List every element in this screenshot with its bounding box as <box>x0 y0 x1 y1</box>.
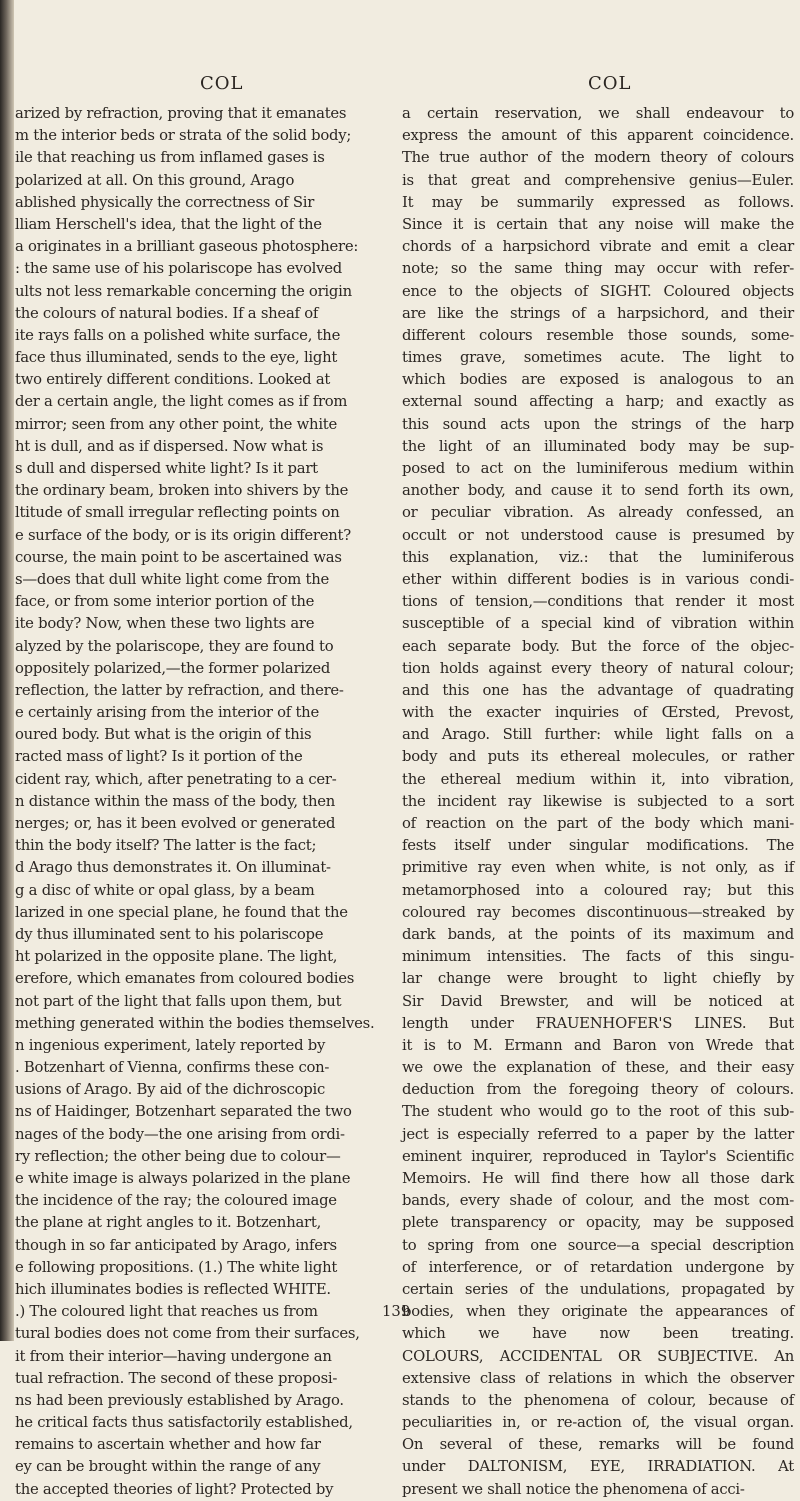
text-line: of interference, or of retardation undergone by <box>402 1258 794 1276</box>
text-line: arized by refraction, proving that it emanates <box>15 105 347 122</box>
text-line: d Arago thus demonstrates it. On illuminat- <box>15 859 331 877</box>
text-line: nages of the body—the one arising from ordi- <box>15 1125 345 1143</box>
text-line: stands to the phenomena of colour, because of <box>402 1391 794 1409</box>
text-line: s dull and dispersed white light? Is it part <box>15 460 318 477</box>
book-spine-shadow <box>0 0 14 1341</box>
text-line: we owe the explanation of these, and their easy <box>402 1059 794 1077</box>
text-line: g a disc of white or opal glass, by a beam <box>15 881 315 899</box>
text-line: bands, every shade of colour, and the most com- <box>402 1192 794 1210</box>
text-line: the ethereal medium within it, into vibration, <box>402 770 794 788</box>
text-line: and Arago. Still further: while light falls on a <box>402 726 794 744</box>
text-line: it is to M. Ermann and Baron von Wrede that <box>402 1036 794 1054</box>
text-line: he critical facts thus satisfactorily established, <box>15 1414 353 1432</box>
text-line: Since it is certain that any noise will make the <box>402 215 794 233</box>
text-line: face, or from some interior portion of the <box>15 593 315 611</box>
text-line: Memoirs. He will find there how all those dark <box>402 1170 794 1187</box>
text-line: susceptible of a special kind of vibration within <box>402 615 794 633</box>
text-line: ey can be brought within the range of any <box>15 1458 321 1476</box>
text-line: the plane at right angles to it. Botzenhart, <box>15 1214 322 1232</box>
text-line: tion holds against every theory of natural colour; <box>402 659 794 677</box>
text-line: thin the body itself? The latter is the fact; <box>15 837 317 855</box>
text-line: and this one has the advantage of quadrating <box>402 681 794 699</box>
text-line: e white image is always polarized in the plane <box>15 1170 351 1187</box>
text-line: body and puts its ethereal molecules, or rather <box>402 748 794 766</box>
text-line: which bodies are exposed is analogous to an <box>402 371 794 389</box>
text-line: note; so the same thing may occur with refer- <box>402 260 794 278</box>
text-line: nerges; or, has it been evolved or generated <box>15 815 336 832</box>
text-line: eminent inquirer, reproduced in Taylor's Scientific <box>402 1147 794 1165</box>
text-line: length under FRAUENHOFER'S LINES. But <box>402 1014 794 1032</box>
text-line: lliam Herschell's idea, that the light of the <box>15 215 322 233</box>
text-line: reflection, the latter by refraction, and there- <box>15 681 344 699</box>
text-line: another body, and cause it to send forth its own, <box>402 482 794 500</box>
text-line: certain series of the undulations, propagated by <box>402 1280 794 1298</box>
text-line: e surface of the body, or is its origin different? <box>15 526 351 544</box>
text-line: mething generated within the bodies themselves. <box>15 1014 375 1032</box>
text-line: course, the main point to be ascertained was <box>15 548 342 566</box>
right-column-text <box>402 103 794 1498</box>
text-line: tions of tension,—conditions that render it most <box>402 593 794 611</box>
text-line: hich illuminates bodies is reflected WHITE. <box>15 1280 331 1298</box>
text-line: the ordinary beam, broken into shivers by the <box>15 482 349 500</box>
text-line: the light of an illuminated body may be sup- <box>402 437 794 455</box>
text-line: On several of these, remarks will be found <box>402 1436 794 1454</box>
text-line: : the same use of his polariscope has evolved <box>15 260 342 278</box>
text-line: cident ray, which, after penetrating to a cer- <box>15 770 337 788</box>
text-line: remains to ascertain whether and how far <box>15 1436 321 1454</box>
text-line: the incident ray likewise is subjected to a sort <box>402 792 794 810</box>
text-line: under DALTONISM, EYE, IRRADIATION. At <box>402 1458 794 1476</box>
text-line: minimum intensities. The facts of this singu- <box>402 948 794 966</box>
text-line: ence to the objects of SIGHT. Coloured objects <box>402 282 794 300</box>
text-line: face thus illuminated, sends to the eye, light <box>15 349 338 367</box>
text-line: each separate body. But the force of the objec- <box>402 637 794 655</box>
text-line: posed to act on the luminiferous medium within <box>402 460 794 477</box>
text-line: the accepted theories of light? Protected by <box>15 1480 334 1498</box>
text-line: The true author of the modern theory of colours <box>402 149 794 167</box>
text-line: extensive class of relations in which the observer <box>402 1369 794 1387</box>
text-line: ite rays falls on a polished white surface, the <box>15 326 341 344</box>
text-line: racted mass of light? Is it portion of the <box>15 748 303 766</box>
left-column-text <box>15 103 415 1498</box>
text-line: express the amount of this apparent coincidence. <box>402 127 794 145</box>
page-number: 139 <box>382 1303 411 1320</box>
text-line: though in so far anticipated by Arago, infers <box>15 1236 337 1254</box>
text-line: of reaction on the part of the body which mani- <box>402 815 794 832</box>
text-line: n distance within the mass of the body, then <box>15 792 336 810</box>
text-line: ht polarized in the opposite plane. The light, <box>15 948 338 966</box>
text-line: ether within different bodies is in various condi- <box>402 570 794 588</box>
running-header-right: COL <box>588 73 632 94</box>
text-line: larized in one special plane, he found that the <box>15 903 348 921</box>
text-line: a certain reservation, we shall endeavour to <box>402 105 794 122</box>
text-line: tual refraction. The second of these proposi- <box>15 1369 338 1387</box>
text-line: this explanation, viz.: that the luminiferous <box>402 548 794 566</box>
text-line: m the interior beds or strata of the solid body; <box>15 127 352 145</box>
text-line: .) The coloured light that reaches us from <box>15 1303 318 1321</box>
text-line: ject is especially referred to a paper by the latter <box>402 1125 794 1143</box>
text-line: a originates in a brilliant gaseous photosphere: <box>15 238 359 256</box>
text-line: metamorphosed into a coloured ray; but this <box>402 881 794 899</box>
text-line: ile that reaching us from inflamed gases is <box>15 149 325 167</box>
text-line: ry reflection; the other being due to colour— <box>15 1147 341 1165</box>
text-line: to spring from one source—a special description <box>402 1236 794 1254</box>
text-line: der a certain angle, the light comes as if from <box>15 393 348 411</box>
text-line: The student who would go to the root of this sub- <box>402 1103 794 1121</box>
text-line: oppositely polarized,—the former polarized <box>15 659 331 677</box>
text-line: present we shall notice the phenomena of acci- <box>402 1480 745 1498</box>
text-line: usions of Arago. By aid of the dichroscopic <box>15 1081 326 1099</box>
text-line: coloured ray becomes discontinuous—streaked by <box>402 903 794 921</box>
running-header-left: COL <box>200 73 244 94</box>
text-line: dark bands, at the points of its maximum and <box>402 925 794 943</box>
text-line: ns of Haidinger, Botzenhart separated the two <box>15 1103 352 1121</box>
text-line: are like the strings of a harpsichord, and their <box>402 304 794 322</box>
text-line: oured body. But what is the origin of this <box>15 726 312 744</box>
text-line: alyzed by the polariscope, they are found to <box>15 637 334 655</box>
text-line: different colours resemble those sounds, some- <box>402 326 794 344</box>
text-line: or peculiar vibration. As already confessed, an <box>402 504 794 522</box>
text-line: mirror; seen from any other point, the white <box>15 415 338 433</box>
text-line: tural bodies does not come from their surfaces, <box>15 1325 360 1343</box>
text-line: lar change were brought to light chiefly by <box>402 970 794 988</box>
text-line: polarized at all. On this ground, Arago <box>15 171 295 189</box>
text-line: the incidence of the ray; the coloured image <box>15 1192 337 1210</box>
text-line: is that great and comprehensive genius—Euler. <box>402 171 794 189</box>
text-line: primitive ray even when white, is not only, as if <box>402 859 794 877</box>
text-line: not part of the light that falls upon them, but <box>15 992 342 1010</box>
text-line: e certainly arising from the interior of the <box>15 704 319 722</box>
text-line: ablished physically the correctness of Sir <box>15 193 315 211</box>
text-line: COLOURS, ACCIDENTAL OR SUBJECTIVE. An <box>402 1347 794 1365</box>
text-line: deduction from the foregoing theory of colours. <box>402 1081 794 1099</box>
text-line: two entirely different conditions. Looked at <box>15 371 331 389</box>
text-line: it from their interior—having undergone an <box>15 1347 332 1365</box>
text-line: times grave, sometimes acute. The light to <box>402 349 794 367</box>
text-line: external sound affecting a harp; and exactly as <box>402 393 794 411</box>
text-line: with the exacter inquiries of Œrsted, Prevost, <box>402 704 794 722</box>
text-line: which we have now been treating. <box>402 1325 794 1343</box>
text-line: ns had been previously established by Arago. <box>15 1391 344 1409</box>
text-line: plete transparency or opacity, may be supposed <box>402 1214 794 1232</box>
text-line: erefore, which emanates from coloured bodies <box>15 970 355 988</box>
text-line: n ingenious experiment, lately reported by <box>15 1036 326 1054</box>
text-line: this sound acts upon the strings of the harp <box>402 415 794 433</box>
text-line: chords of a harpsichord vibrate and emit a clear <box>402 238 794 256</box>
text-line: Sir David Brewster, and will be noticed at <box>402 992 794 1010</box>
text-line: ht is dull, and as if dispersed. Now what is <box>15 437 324 455</box>
text-line: dy thus illuminated sent to his polariscope <box>15 925 324 943</box>
text-line: occult or not understood cause is presumed by <box>402 526 794 544</box>
text-line: It may be summarily expressed as follows. <box>402 193 794 211</box>
text-line: e following propositions. (1.) The white light <box>15 1258 338 1276</box>
text-line: bodies, when they originate the appearances of <box>402 1303 794 1321</box>
text-line: fests itself under singular modifications. The <box>402 837 794 855</box>
text-line: the colours of natural bodies. If a sheaf of <box>15 304 319 322</box>
text-line: ults not less remarkable concerning the origin <box>15 282 352 300</box>
text-line: . Botzenhart of Vienna, confirms these con- <box>15 1059 330 1077</box>
text-line: ite body? Now, when these two lights are <box>15 615 315 633</box>
text-line: peculiarities in, or re-action of, the visual organ. <box>402 1414 794 1432</box>
text-line: s—does that dull white light come from the <box>15 570 330 588</box>
text-line: ltitude of small irregular reflecting points on <box>15 504 340 522</box>
